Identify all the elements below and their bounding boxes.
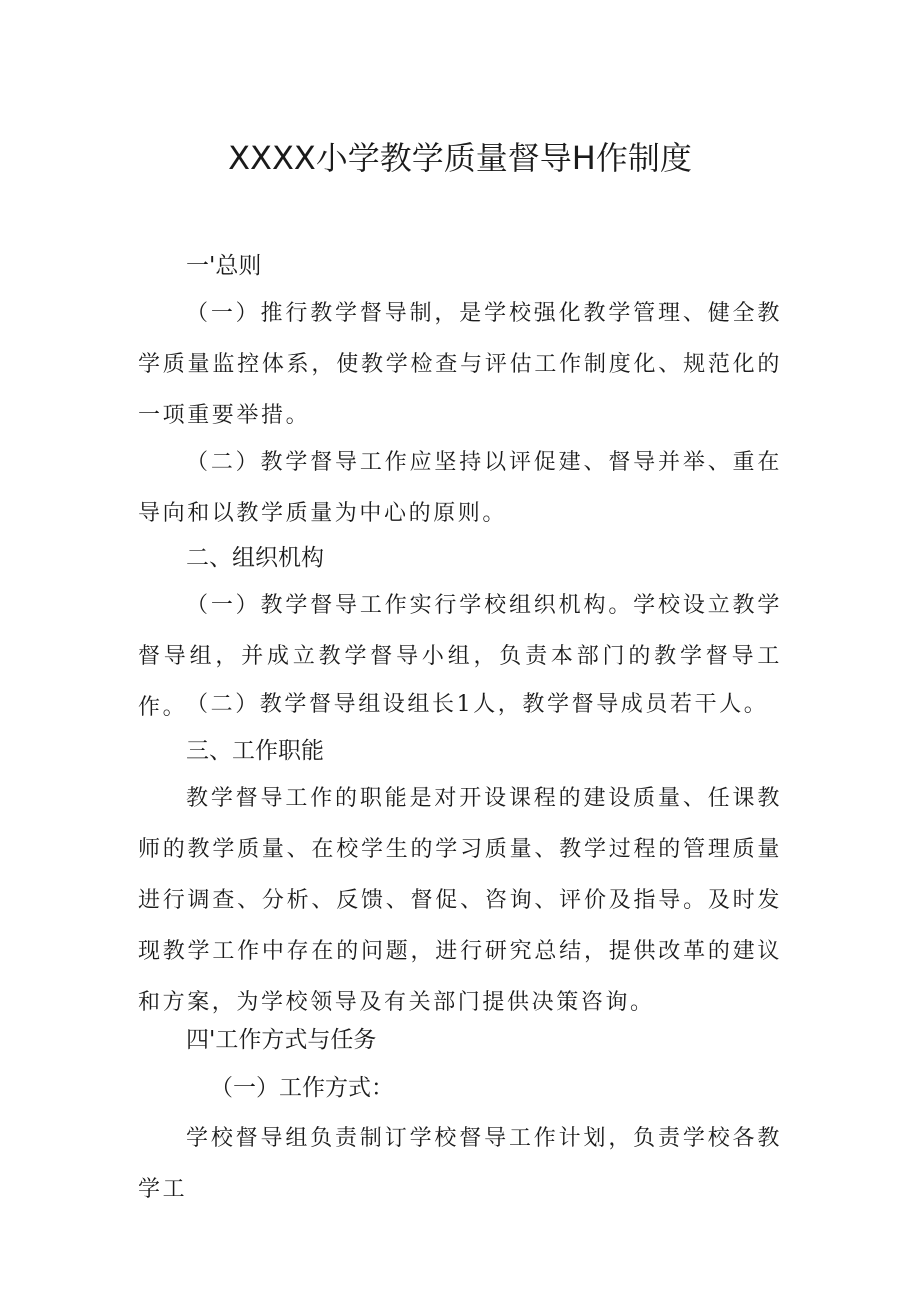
paragraph-general-2: （二）教学督导工作应坚持以评促建、督导并举、重在导向和以教学质量为中心的原则。 <box>138 450 782 526</box>
subheading-methods: （一）工作方式： <box>210 1075 394 1101</box>
paragraph-general-1: （一）推行教学督导制，是学校强化教学管理、健全教学质量监控体系，使教学检查与评估工作制度化、规范化的一项重要举措。 <box>138 301 782 428</box>
document-title: XXXX小学教学质量督导H作制度 <box>228 139 692 177</box>
section-heading-general: 一'总则 <box>186 253 262 279</box>
paragraph-organization-1: （一）教学督导工作实行学校组织机构。学校设立教学督导组，并成立教学督导小组，负责本部门的教学督导工作。 <box>138 593 782 720</box>
section-heading-functions: 三、工作职能 <box>186 738 324 764</box>
paragraph-organization-2: （二）教学督导组设组长1人，教学督导成员若干人。 <box>186 692 769 717</box>
paragraph-methods-1: 学校督导组负责制订学校督导工作计划，负责学校各教学工 <box>138 1126 782 1202</box>
paragraph-functions-1: 教学督导工作的职能是对开设课程的建设质量、任课教师的教学质量、在校学生的学习质量、教学过程的管理质量进行调查、分析、反馈、督促、咨询、评价及指导。及时发现教学工作中存在的问题，进行研究总结，提供改革的建议和方案，为学校领导及有关部门提供决策咨询。 <box>138 786 782 1015</box>
section-heading-methods-tasks: 四'工作方式与任务 <box>186 1027 377 1053</box>
section-heading-organization: 二、组织机构 <box>186 545 324 571</box>
